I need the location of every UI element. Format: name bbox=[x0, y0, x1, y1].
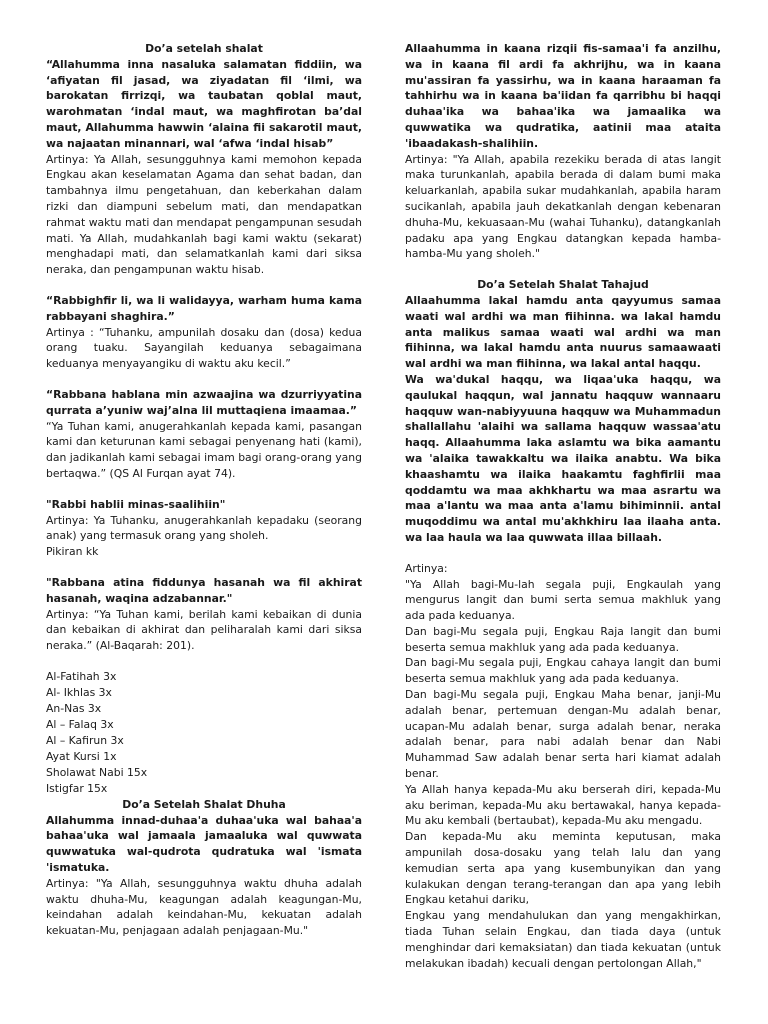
tahajud-translation-line: Dan kepada-Mu aku meminta keputusan, maka ampunilah dosa-dosaku yang telah lalu dan yang kemudian serta apa yang kusembunyikan dan yang kulakukan dengan terang-terangan dan apa yang lebih Engkau ketahui dariku, bbox=[405, 830, 721, 907]
pikiran-note: Pikiran kk bbox=[46, 545, 99, 559]
list-item: Ayat Kursi 1x bbox=[46, 749, 117, 763]
hablii-prayer-text: "Rabbi hablii minas-saalihiin" bbox=[46, 497, 226, 511]
tahajud-translation-line: Ya Allah hanya kepada-Mu aku berserah diri, kepada-Mu aku beriman, kepada-Mu aku bertawakal, hanya kepada-Mu aku kembali (bertaubat), kepada-Mu aku mengadu. bbox=[405, 782, 721, 828]
hablana-translation: “Ya Tuhan kami, anugerahkanlah kepada kami, pasangan kami dan keturunan kami sebagai penyenang hati (kami), dan jadikanlah kami sebagai imam bagi orang-orang yang bertaqwa.” (QS Al Furqan ayat 74). bbox=[46, 419, 362, 480]
dhuha-translation: Artinya: "Ya Allah, sesungguhnya waktu dhuha adalah waktu dhuha-Mu, keagungan adalah keagungan-Mu, keindahan adalah keindahan-Mu, kekuatan adalah kekuatan-Mu, penjagaan adalah penjagaan-Mu." bbox=[46, 876, 362, 938]
rabbighfir-translation: Artinya : “Tuhanku, ampunilah dosaku dan (dosa) kedua orang tuaku. Sayangilah keduanya sebagaimana keduanya menyayangiku di waktu aku kecil.” bbox=[46, 325, 362, 371]
list-item: Al-Fatihah 3x bbox=[46, 669, 117, 683]
left-column bbox=[46, 41, 362, 939]
section-title-dhuha: Do’a Setelah Shalat Dhuha bbox=[122, 797, 286, 811]
dhuha-prayer-text: Allahumma innad-duhaa'a duhaa'uka wal bahaa'a bahaa'uka wal jamaala jamaaluka wal quwwata quwwatuka wal-qudrota qudratuka wal 'ismata 'ismatuka. bbox=[46, 813, 362, 875]
right-column bbox=[405, 41, 721, 971]
hablii-translation: Artinya: Ya Tuhanku, anugerahkanlah kepadaku (seorang anak) yang termasuk orang yang sholeh. bbox=[46, 513, 362, 543]
shalat-translation: Artinya: Ya Allah, sesungguhnya kami memohon kepada Engkau akan keselamatan Agama dan sehat badan, dan tambahnya ilmu pengetahuan, dan keberkahan dalam rizki dan diampuni sebelum mati, dan mendapatkan rahmat waktu mati dan mendapat pengampunan sesudah mati. Ya Allah, mudahkanlah bagi kami waktu (sekarat) menghadapi mati, dan selamatkanlah kami dari siksa neraka, dan pengampunan waktu hisab. bbox=[46, 152, 362, 277]
shalat-prayer-text: “Allahumma inna nasaluka salamatan fiddiin, wa ‘afiyatan fil jasad, wa ziyadatan fil ‘ilmi, wa barokatan firrizqi, wa taubatan qoblal maut, warohmatan ‘indal maut, wa maghfirotan ba’dal maut, Allahumma hawwin ‘alaina fii sakarotil maut, wa najaatan minannari, wal ‘afwa ‘indal hisab” bbox=[46, 57, 362, 150]
section-title-tahajud: Do’a Setelah Shalat Tahajud bbox=[477, 278, 649, 292]
dhuha-prayer-text-continued: Allaahumma in kaana rizqii fis-samaa'i fa anzilhu, wa in kaana fil ardi fa akhrijhu, wa in kaana mu'assiran fa yassirhu, wa in kaana haraaman fa tahhirhu wa in kaana ba'iidan fa qarribhu bi haqqi duhaa'ika wa bahaa'ika wa jamaalika wa quwwatika wa qudratika, aatinii maa ataita 'ibaadakash-shalihiin. bbox=[405, 42, 721, 150]
list-item: Istigfar 15x bbox=[46, 781, 108, 795]
dhuha-translation-continued: Artinya: "Ya Allah, apabila rezekiku berada di atas langit maka turunkanlah, apabila berada di dalam bumi maka keluarkanlah, apabila sukar mudahkanlah, apabila haram sucikanlah, apabila jauh dekatkanlah dengan kebenaran dhuha-Mu, kekuasaan-Mu (wahai Tuhanku), datangkanlah padaku apa yang Engkau datangkan kepada hamba-hamba-Mu yang sholeh." bbox=[405, 152, 721, 261]
hablana-prayer-text: “Rabbana hablana min azwaajina wa dzurriyyatina qurrata a’yuniw waj’alna lil muttaqiena imaamaa.” bbox=[46, 387, 362, 417]
tahajud-translation-line: "Ya Allah bagi-Mu-lah segala puji, Engkaulah yang mengurus langit dan bumi serta semua makhluk yang ada pada keduanya. bbox=[405, 577, 721, 623]
atina-prayer-text: "Rabbana atina fiddunya hasanah wa fil akhirat hasanah, waqina adzabannar." bbox=[46, 575, 362, 605]
section-title-shalat: Do’a setelah shalat bbox=[145, 42, 263, 55]
rabbighfir-prayer-text: “Rabbighfir li, wa li walidayya, warham huma kama rabbayani shaghira.” bbox=[46, 293, 362, 323]
tahajud-prayer-text-2: Wa wa'dukal haqqu, wa liqaa'uka haqqu, wa qaulukal haqqun, wal jannatu haqquw wannaaru haqquw wan-nabiyyuuna haqquw wa Muhammadun shallallahu 'alaihi wa sallama haqquw wassaa'atu haqq. Allaahumma laka aslamtu wa bika aamantu wa 'alaika tawakkaltu wa ilaika anabtu. Wa bika khaashamtu wa ilaika haakamtu faghfirlii maa qoddamtu wa maa akhkhartu wa maa asrartu wa maa a'lantu wa maa anta a'lamu bihiminnii. antal muqoddimu wa antal mu'akhkhiru laa ilaaha anta. wa laa haula wa laa quwwata illaa billaah. bbox=[405, 372, 721, 544]
list-item: Al – Kafirun 3x bbox=[46, 733, 124, 747]
list-item: An-Nas 3x bbox=[46, 701, 102, 715]
tahajud-prayer-text-1: Allaahumma lakal hamdu anta qayyumus samaa waati wal ardhi wa man fiihinna. wa lakal hamdu anta malikus samaa waati wal ardhi wa man fiihinna, wa lakal hamdu anta nuurus samaawaati wal ardhi wa man fiihinna, wa lakal antal haqqu. bbox=[405, 293, 721, 371]
list-item: Al – Falaq 3x bbox=[46, 717, 114, 731]
tahajud-translation-line: Dan bagi-Mu segala puji, Engkau cahaya langit dan bumi beserta semua makhluk yang ada pada keduanya. bbox=[405, 656, 721, 686]
tahajud-translation-line: Dan bagi-Mu segala puji, Engkau Maha benar, janji-Mu adalah benar, pertemuan dengan-Mu adalah benar, ucapan-Mu adalah benar, surga adalah benar, neraka adalah benar, para nabi adalah benar dan Nabi Muhammad Saw adalah benar serta hari kiamat adalah benar. bbox=[405, 688, 721, 781]
list-item: Sholawat Nabi 15x bbox=[46, 765, 148, 779]
artinya-label: Artinya: bbox=[405, 561, 448, 575]
atina-translation: Artinya: “Ya Tuhan kami, berilah kami kebaikan di dunia dan kebaikan di akhirat dan peliharalah kami dari siksa neraka.” (Al-Baqarah: 201). bbox=[46, 607, 362, 653]
tahajud-translation-line: Engkau yang mendahulukan dan yang mengakhirkan, tiada Tuhan selain Engkau, dan tiada daya (untuk menghindar dari kemaksiatan) dan tiada kekuatan (untuk melakukan ibadah) kecuali dengan pertolongan Allah," bbox=[405, 909, 721, 970]
tahajud-translation-line: Dan bagi-Mu segala puji, Engkau Raja langit dan bumi beserta semua makhluk yang ada pada keduanya. bbox=[405, 624, 721, 654]
list-item: Al- Ikhlas 3x bbox=[46, 685, 112, 699]
dzikir-list bbox=[46, 669, 362, 797]
